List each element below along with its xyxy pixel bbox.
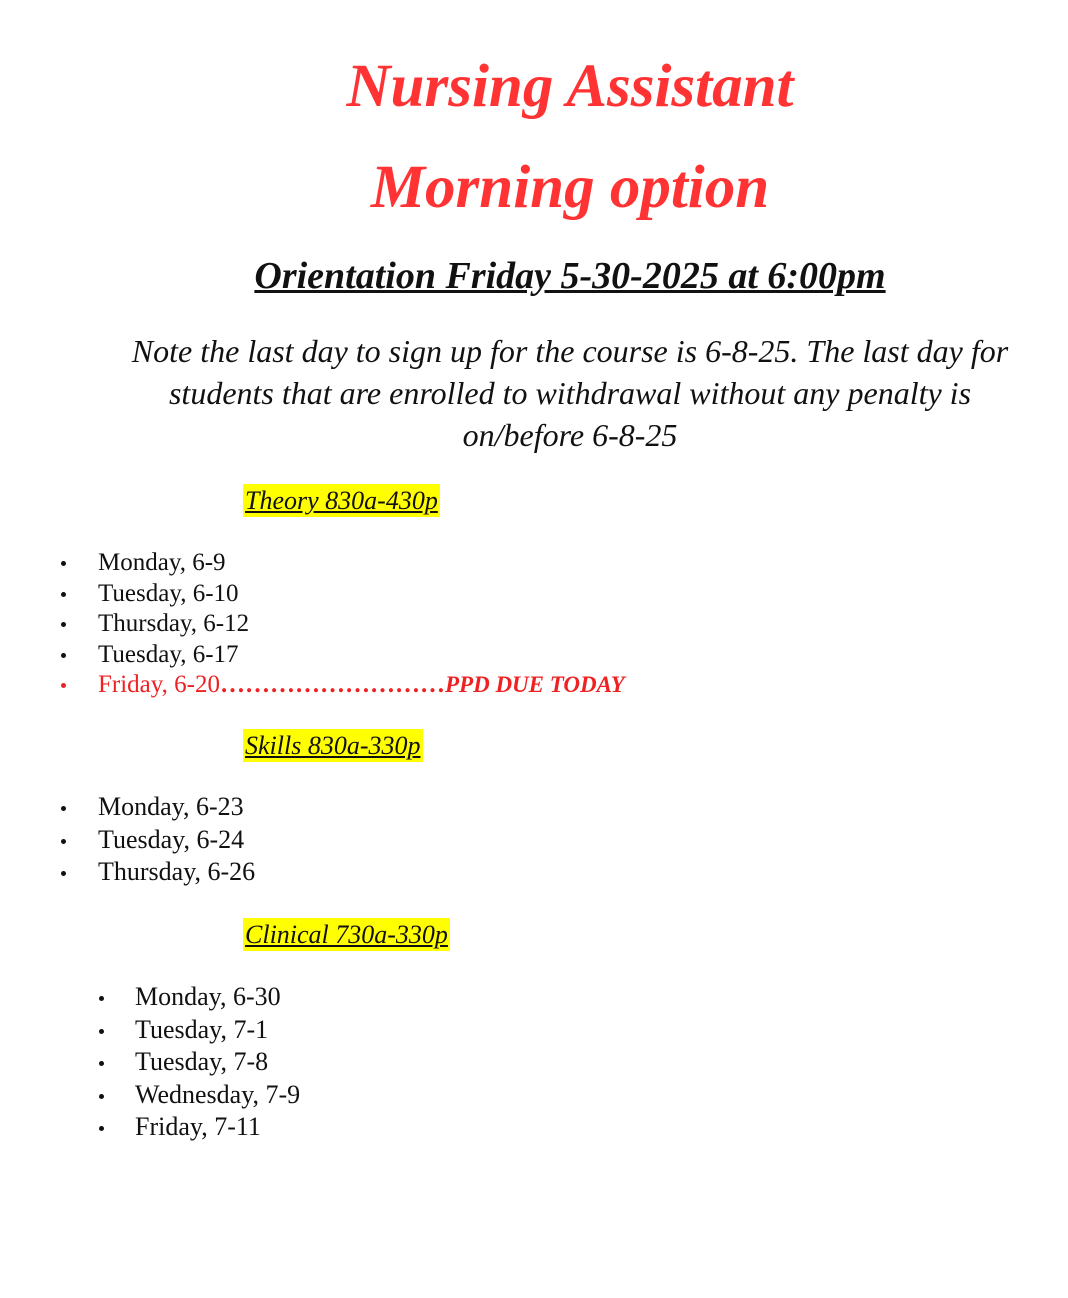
- list-item-label: Monday, 6-30: [135, 982, 281, 1011]
- list-item: [98, 856, 255, 889]
- list-item-label: Wednesday, 7-9: [135, 1079, 301, 1109]
- list-item-label: Thursday, 6-26: [98, 857, 256, 886]
- list-item: [98, 579, 625, 610]
- list-item: [98, 640, 625, 671]
- list-item-label: Tuesday, 7-8: [135, 1047, 269, 1076]
- clinical-heading: Clinical 730a-330p: [245, 920, 448, 949]
- enrollment-note: Note the last day to sign up for the course is 6-8-25. The last day for students that are enrolled to withdrawal without any penalty is on/before 6-8-25: [131, 333, 1009, 453]
- page-title: Nursing Assistant: [346, 53, 794, 120]
- list-item: [98, 548, 625, 579]
- skills-list: [98, 791, 255, 889]
- list-item: [98, 824, 255, 857]
- list-item-label: Tuesday, 6-24: [98, 824, 245, 854]
- dot-leader: ………………………: [219, 671, 445, 698]
- list-item: [135, 1079, 300, 1112]
- list-item-label: Tuesday, 6-17: [98, 640, 239, 668]
- ppd-due-note: PPD DUE TODAY: [444, 672, 625, 697]
- orientation-date: Orientation Friday 5-30-2025 at 6:00pm: [254, 255, 886, 297]
- list-item-ppd-due: [98, 670, 625, 701]
- list-item-label: Friday, 7-11: [135, 1112, 261, 1141]
- list-item-label: Monday, 6-9: [98, 549, 226, 576]
- list-item: [135, 1111, 300, 1144]
- clinical-list: [135, 981, 300, 1144]
- page-subtitle: Morning option: [370, 154, 770, 221]
- list-item: [135, 1046, 300, 1079]
- list-item-label: Tuesday, 6-10: [98, 579, 239, 607]
- list-item-label: Tuesday, 7-1: [135, 1014, 269, 1044]
- list-item: [135, 1014, 300, 1047]
- list-item: [135, 981, 300, 1014]
- list-item: [98, 609, 625, 640]
- list-item-label: Thursday, 6-12: [98, 610, 250, 637]
- skills-heading: Skills 830a-330p: [245, 731, 421, 760]
- list-item-label: Friday, 6-20: [98, 671, 220, 698]
- theory-heading: Theory 830a-430p: [245, 486, 438, 515]
- list-item-label: Monday, 6-23: [98, 792, 244, 821]
- list-item: [98, 791, 255, 824]
- theory-list: [98, 548, 625, 701]
